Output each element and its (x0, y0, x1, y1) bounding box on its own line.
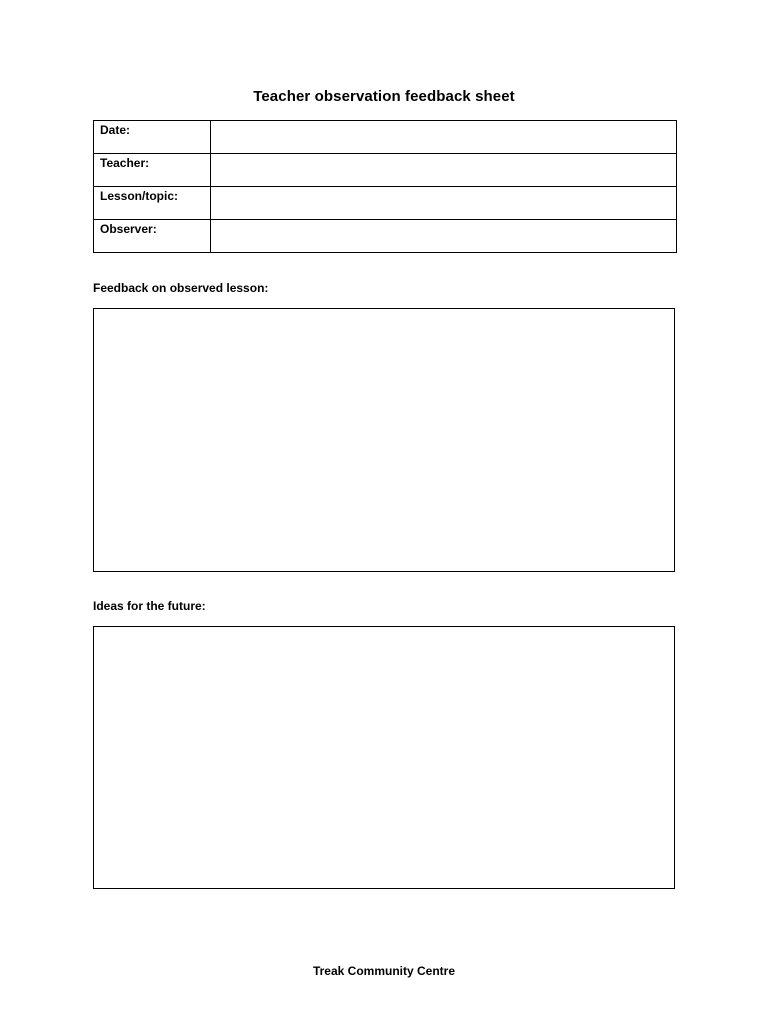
lesson-topic-field[interactable] (211, 187, 677, 220)
teacher-field[interactable] (211, 154, 677, 187)
observer-field[interactable] (211, 220, 677, 253)
date-label: Date: (94, 121, 211, 154)
feedback-heading: Feedback on observed lesson: (93, 281, 269, 295)
info-table (93, 120, 677, 253)
info-row-observer (94, 220, 677, 253)
page-title: Teacher observation feedback sheet (253, 88, 515, 105)
feedback-box[interactable] (93, 308, 675, 572)
info-row-lesson-topic (94, 187, 677, 220)
date-field[interactable] (211, 121, 677, 154)
lesson-topic-label: Lesson/topic: (94, 187, 211, 220)
footer-organization: Treak Community Centre (312, 964, 456, 978)
observer-label: Observer: (94, 220, 211, 253)
info-row-teacher (94, 154, 677, 187)
ideas-box[interactable] (93, 626, 675, 889)
info-row-date (94, 121, 677, 154)
ideas-heading: Ideas for the future: (93, 599, 206, 613)
teacher-label: Teacher: (94, 154, 211, 187)
